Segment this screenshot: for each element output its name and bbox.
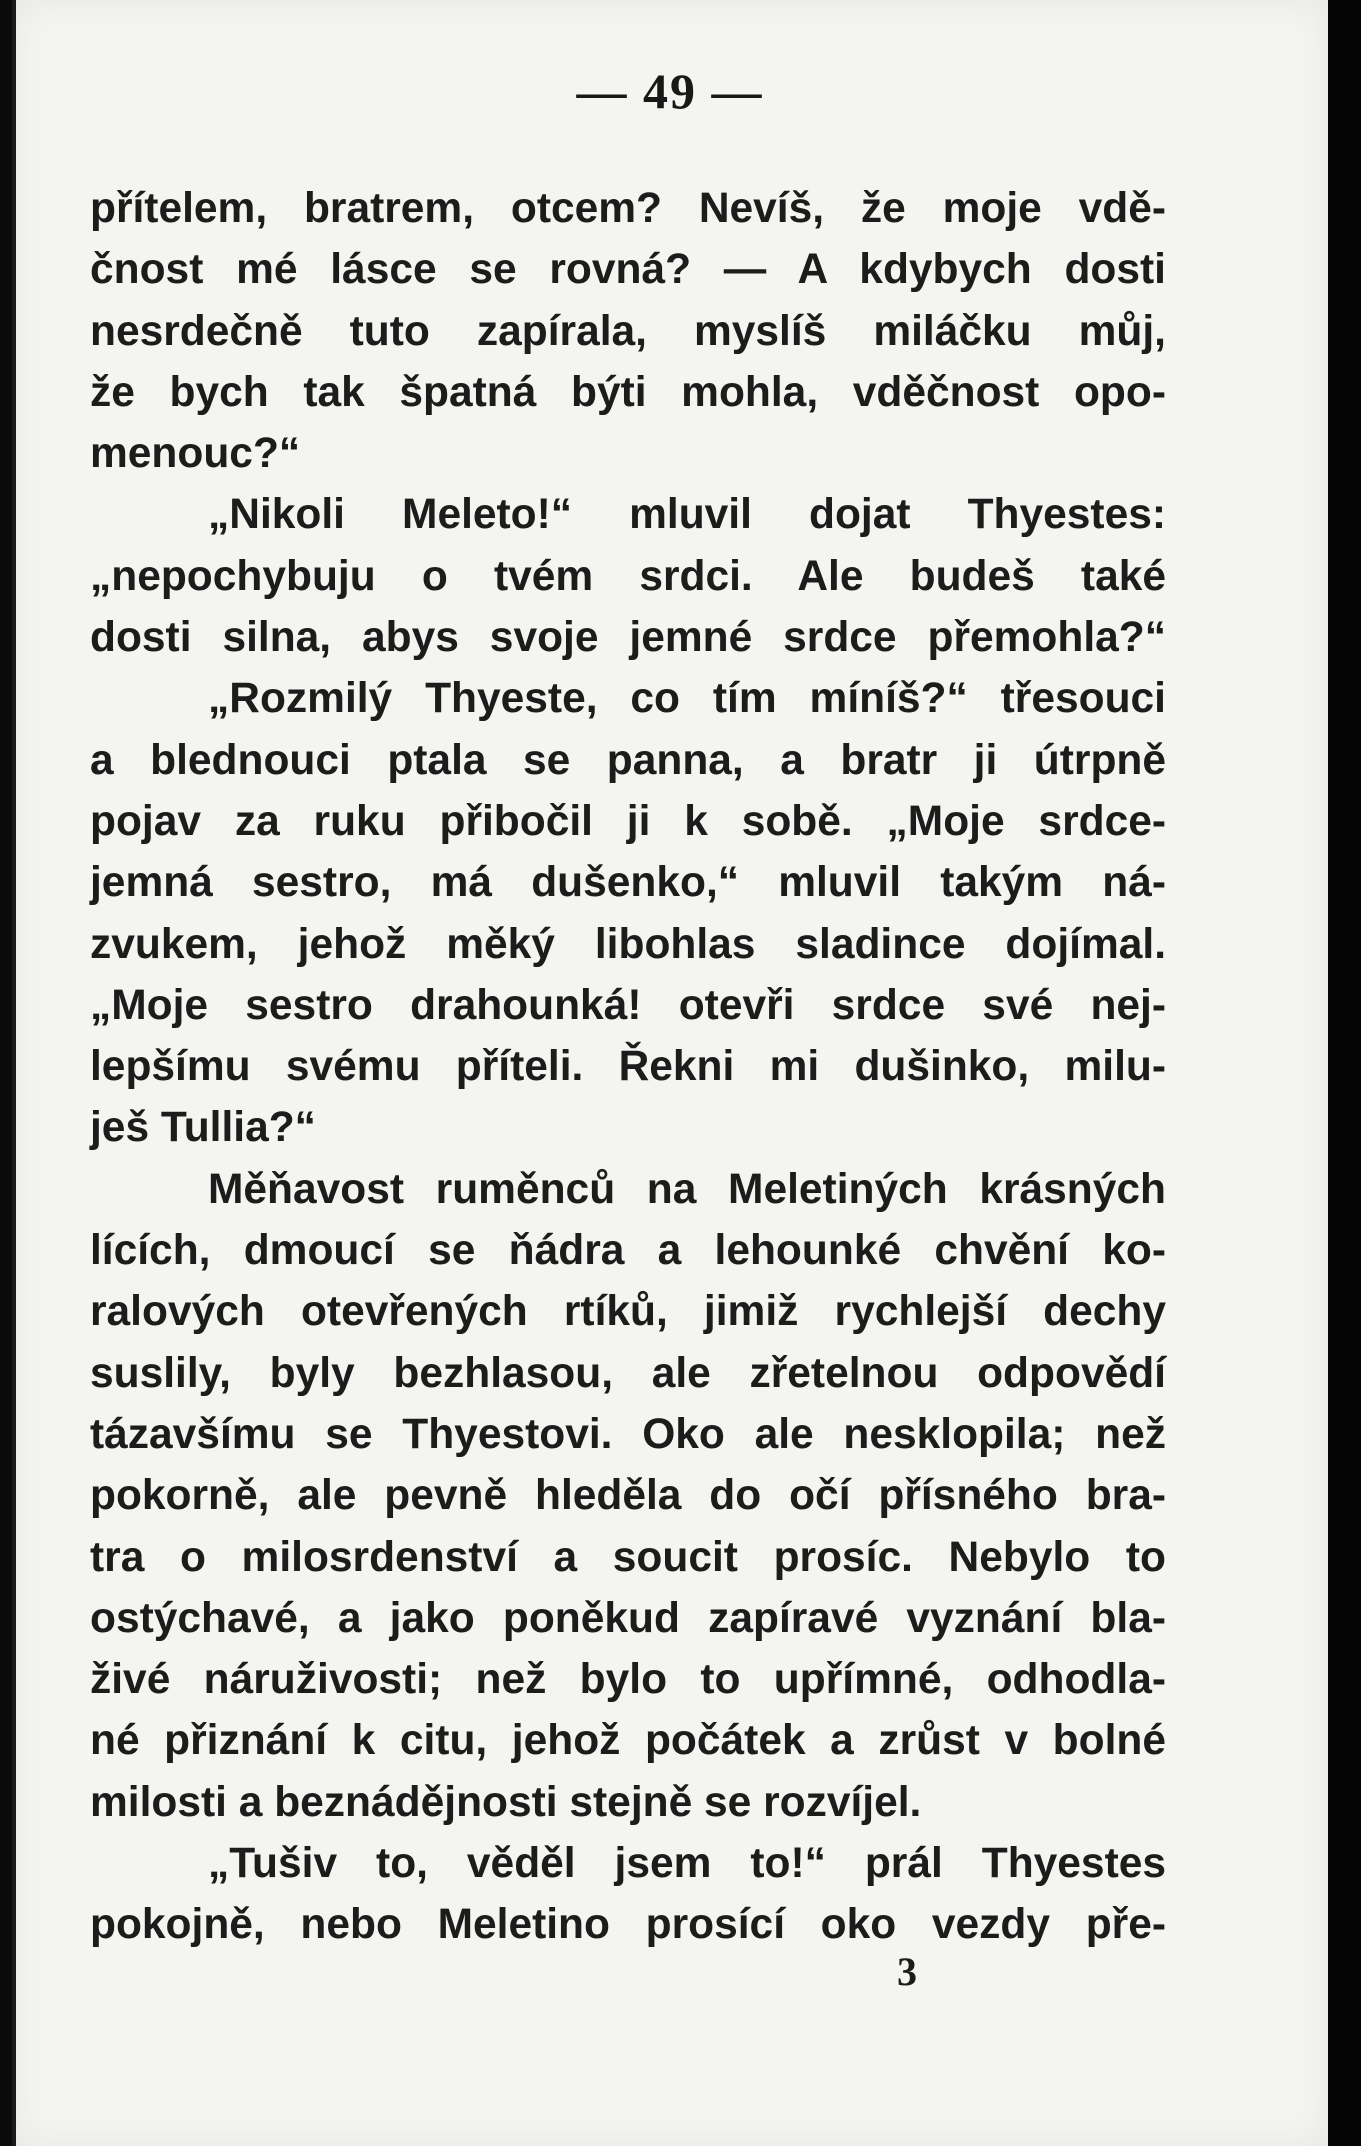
body-text bbox=[90, 178, 1166, 1956]
text-line: jemná sestro, má dušenko,“ mluvil takým ná- bbox=[90, 859, 1166, 907]
text-line: pokojně, nebo Meletino prosící oko vezdy pře- bbox=[90, 1901, 1166, 1949]
text-line: „Tušiv to, věděl jsem to!“ prál Thyestes bbox=[208, 1840, 1166, 1888]
text-line: „Nikoli Meleto!“ mluvil dojat Thyestes: bbox=[208, 491, 1166, 539]
text-line: „Rozmilý Thyeste, co tím míníš?“ třesouci bbox=[208, 675, 1166, 723]
text-line: přítelem, bratrem, otcem? Nevíš, že moje vdě- bbox=[90, 185, 1166, 232]
text-line: tázavšímu se Thyestovi. Oko ale nesklopila; než bbox=[90, 1410, 1166, 1458]
text-line: čnost mé lásce se rovná? — A kdybych dosti bbox=[90, 246, 1166, 294]
text-line: že bych tak špatná býti mohla, vděčnost opo- bbox=[90, 368, 1166, 416]
text-line: ješ Tullia?“ bbox=[90, 1104, 316, 1152]
text-line: ostýchavé, a jako poněkud zapíravé vyznání bla- bbox=[90, 1594, 1166, 1642]
text-line: Měňavost ruměnců na Meletiných krásných bbox=[208, 1165, 1166, 1213]
text-line: milosti a beznádějnosti stejně se rozvíjel. bbox=[90, 1778, 922, 1826]
book-page bbox=[12, 0, 1328, 2146]
text-line: „Moje sestro drahounká! otevři srdce své nej- bbox=[90, 981, 1166, 1029]
signature-mark: 3 bbox=[897, 1949, 917, 1994]
text-line: dosti silna, abys svoje jemné srdce přemohla?“ bbox=[90, 614, 1166, 662]
text-line: nesrdečně tuto zapírala, myslíš miláčku můj, bbox=[90, 307, 1166, 355]
text-line: lepšímu svému příteli. Řekni mi dušinko, milu- bbox=[90, 1043, 1166, 1091]
text-line: zvukem, jehož měký libohlas sladince dojímal. bbox=[90, 920, 1166, 968]
text-line: ralových otevřených rtíků, jimiž rychlejší dechy bbox=[90, 1288, 1166, 1336]
text-line: suslily, byly bezhlasou, ale zřetelnou odpovědí bbox=[90, 1349, 1166, 1397]
text-line: živé náruživosti; než bylo to upřímné, odhodla- bbox=[90, 1656, 1166, 1704]
page-number: — 49 — bbox=[576, 63, 764, 119]
text-line: pokorně, ale pevně hleděla do očí přísného bra- bbox=[90, 1472, 1166, 1520]
text-line: menouc?“ bbox=[90, 430, 301, 478]
text-line: „nepochybuju o tvém srdci. Ale budeš také bbox=[90, 552, 1166, 600]
text-line: pojav za ruku přibočil ji k sobě. „Moje srdce- bbox=[90, 797, 1166, 845]
scan-edge bbox=[1328, 0, 1361, 2146]
text-line: né přiznání k citu, jehož počátek a zrůst v bolné bbox=[90, 1717, 1166, 1765]
text-line: a blednouci ptala se panna, a bratr ji útrpně bbox=[90, 736, 1166, 784]
text-line: lících, dmoucí se ňádra a lehounké chvění ko- bbox=[90, 1227, 1166, 1275]
text-line: tra o milosrdenství a soucit prosíc. Nebylo to bbox=[90, 1533, 1166, 1581]
